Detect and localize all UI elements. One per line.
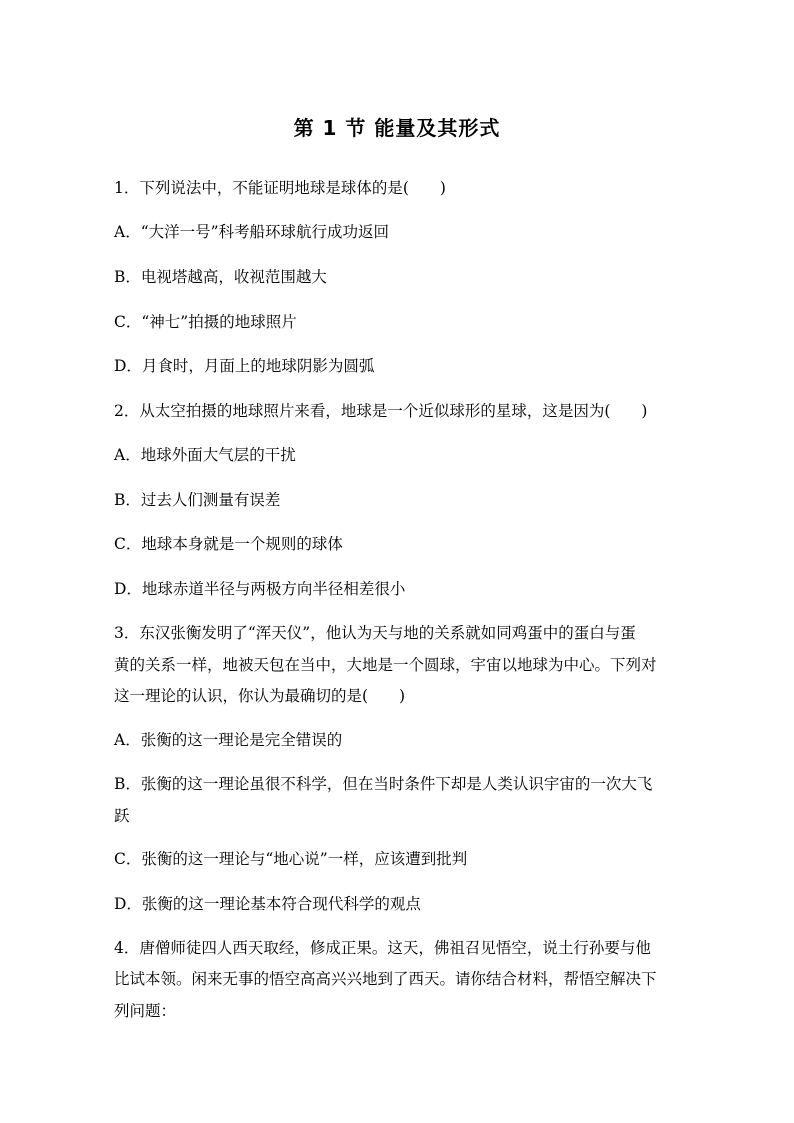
question-3-option-b-line-1: B．张衡的这一理论虽很不科学，但在当时条件下却是人类认识宇宙的一次大飞 [114, 775, 653, 793]
question-1-option-c: C．“神七”拍摄的地球照片 [114, 313, 297, 331]
question-3-stem-line-2: 黄的关系一样，地被天包在当中，大地是一个圆球，宇宙以地球为中心。下列对 [114, 656, 657, 674]
question-2-option-d: D．地球赤道半径与两极方向半径相差很小 [114, 580, 406, 598]
question-4-stem-line-2: 比试本领。闲来无事的悟空高高兴兴地到了西天。请你结合材料，帮悟空解决下 [114, 970, 657, 988]
question-4-stem-line-1: 4．唐僧师徒四人西天取经，修成正果。这天，佛祖召见悟空，说土行孙要与他 [114, 939, 651, 957]
question-3-option-d: D．张衡的这一理论基本符合现代科学的观点 [114, 895, 421, 913]
question-1-option-b: B．电视塔越高，收视范围越大 [114, 268, 327, 286]
question-2-option-b: B．过去人们测量有误差 [114, 491, 281, 509]
question-3-option-b-line-2: 跃 [114, 807, 130, 825]
question-4-stem-line-3: 列问题： [114, 1002, 177, 1020]
question-1-option-a: A．“大洋一号”科考船环球航行成功返回 [114, 223, 390, 241]
question-3-option-c: C．张衡的这一理论与“地心说”一样，应该遭到批判 [114, 850, 468, 868]
page-title: 第 1 节 能量及其形式 [293, 116, 501, 140]
question-2-option-c: C．地球本身就是一个规则的球体 [114, 535, 343, 553]
question-2-option-a: A．地球外面大气层的干扰 [114, 446, 296, 464]
question-2-stem: 2．从太空拍摄的地球照片来看，地球是一个近似球形的星球，这是因为( ) [114, 402, 648, 420]
question-3-option-a: A．张衡的这一理论是完全错误的 [114, 731, 343, 749]
question-1-option-d: D．月食时，月面上的地球阴影为圆弧 [114, 357, 375, 375]
question-3-stem-line-1: 3．东汉张衡发明了“浑天仪”，他认为天与地的关系就如同鸡蛋中的蛋白与蛋 [114, 624, 636, 642]
question-3-stem-line-3: 这一理论的认识，你认为最确切的是( ) [114, 687, 406, 705]
question-1-stem: 1．下列说法中，不能证明地球是球体的是( ) [114, 179, 446, 197]
